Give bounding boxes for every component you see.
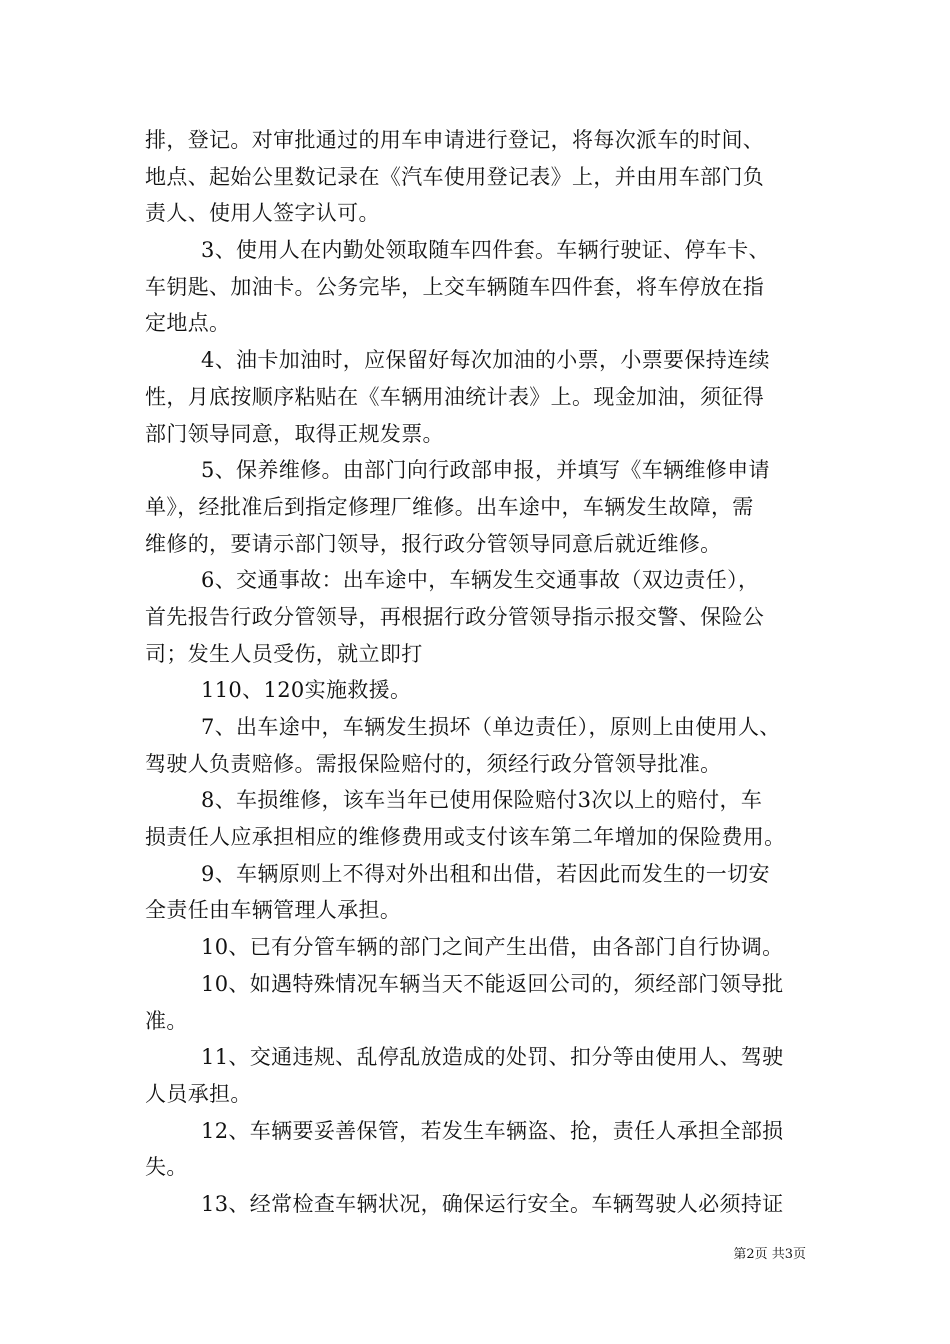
text-line: 8、车损维修，该车当年已使用保险赔付3次以上的赔付，车 <box>201 788 763 813</box>
text-line: 排，登记。对审批通过的用车申请进行登记，将每次派车的时间、 <box>145 128 765 152</box>
text-line: 110、120实施救援。 <box>201 678 412 703</box>
text-line: 6、交通事故：出车途中，车辆发生交通事故（双边责任）， <box>201 568 760 593</box>
document-body <box>145 122 825 1223</box>
text-line: 5、保养维修。由部门向行政部申报，并填写《车辆维修申请 <box>201 458 770 483</box>
text-line: 10、如遇特殊情况车辆当天不能返回公司的，须经部门领导批 <box>201 971 784 996</box>
text-line: 7、出车途中，车辆发生损坏（单边责任），原则上由使用人、 <box>201 715 781 739</box>
text-line: 失。 <box>145 1155 188 1180</box>
text-line: 单》，经批准后到指定修理厂维修。出车途中，车辆发生故障，需 <box>145 494 754 519</box>
text-line: 13、经常检查车辆状况，确保运行安全。车辆驾驶人必须持证 <box>201 1191 784 1216</box>
text-line: 部门领导同意，取得正规发票。 <box>145 421 444 446</box>
text-line: 全责任由车辆管理人承担。 <box>145 898 402 923</box>
text-line: 10、已有分管车辆的部门之间产生出借，由各部门自行协调。 <box>201 935 784 960</box>
text-line: 9、车辆原则上不得对外出租和出借，若因此而发生的一切安 <box>201 861 770 886</box>
text-line: 11、交通违规、乱停乱放造成的处罚、扣分等由使用人、驾驶 <box>201 1045 784 1070</box>
text-line: 性，月底按顺序粘贴在《车辆用油统计表》上。现金加油，须征得 <box>145 384 765 409</box>
text-line: 首先报告行政分管领导，再根据行政分管领导指示报交警、保险公 <box>145 604 765 629</box>
text-line: 12、车辆要妥善保管，若发生车辆盗、抢，责任人承担全部损 <box>201 1118 784 1143</box>
text-line: 维修的，要请示部门领导，报行政分管领导同意后就近维修。 <box>145 531 722 556</box>
text-line: 4、油卡加油时，应保留好每次加油的小票，小票要保持连续 <box>201 348 770 373</box>
text-line: 司；发生人员受伤，就立即打 <box>145 641 423 666</box>
text-line: 驾驶人负责赔修。需报保险赔付的，须经行政分管领导批准。 <box>145 751 722 776</box>
page-number-footer: 第2页 共3页 <box>733 1247 806 1262</box>
text-line: 车钥匙、加油卡。公务完毕，上交车辆随车四件套，将车停放在指 <box>145 274 765 299</box>
text-line: 人员承担。 <box>145 1081 252 1106</box>
text-line: 准。 <box>145 1008 188 1033</box>
text-line: 责人、使用人签字认可。 <box>145 201 380 226</box>
text-line: 定地点。 <box>145 311 231 336</box>
text-line: 3、使用人在内勤处领取随车四件套。车辆行驶证、停车卡、 <box>201 238 770 263</box>
text-line: 损责任人应承担相应的维修费用或支付该车第二年增加的保险费用。 <box>145 825 786 850</box>
text-line: 地点、起始公里数记录在《汽车使用登记表》上，并由用车部门负 <box>145 164 765 189</box>
